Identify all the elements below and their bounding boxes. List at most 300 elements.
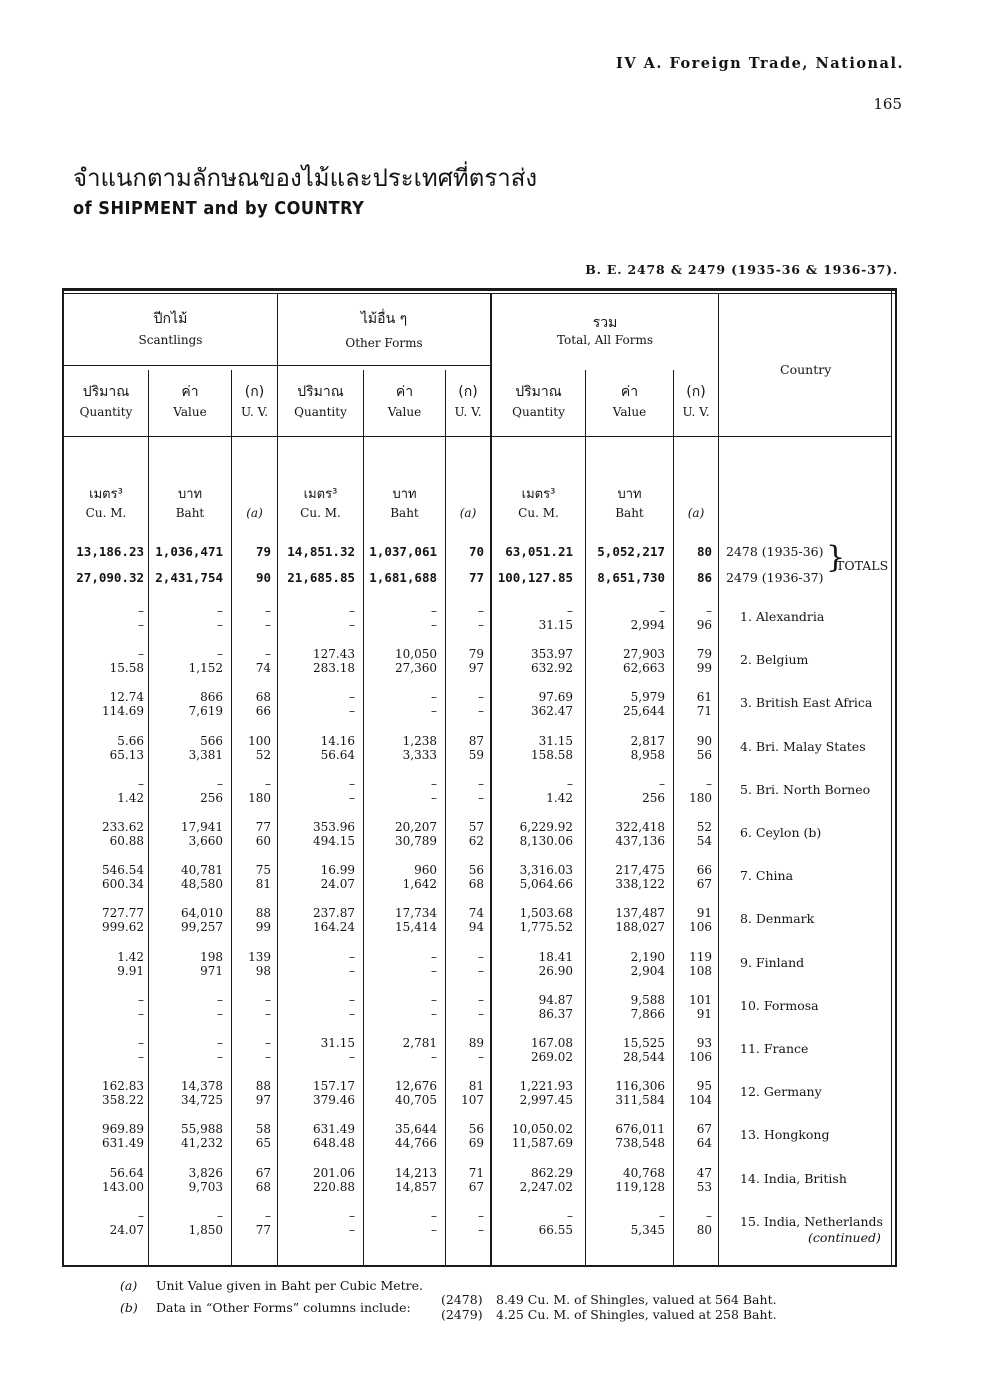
table-cell: 79 (468, 647, 484, 662)
table-cell: 2,904 (630, 963, 665, 978)
table-cell: 61 (696, 690, 712, 705)
table-cell: 96 (696, 618, 712, 632)
table-cell: 8,130.06 (519, 834, 573, 848)
table-cell: – (138, 992, 144, 1007)
table-cell: 188,027 (615, 920, 665, 935)
column-header-qty-thai: ปริมาณ (515, 384, 562, 400)
unit-label-val-thai: บาท (617, 487, 642, 502)
table-cell: 48,580 (181, 877, 223, 892)
table-cell: – (265, 992, 271, 1007)
table-cell: 40,768 (623, 1165, 665, 1180)
table-cell: – (478, 604, 484, 618)
table-cell: – (265, 776, 271, 791)
table-cell: – (478, 1050, 484, 1064)
table-cell: – (265, 618, 271, 632)
table-cell: 119,128 (615, 1179, 665, 1194)
table-cell: 198 (200, 949, 223, 964)
table-cell: 27,360 (395, 661, 437, 676)
table-cell: 971 (200, 963, 223, 978)
table-cell: 114.69 (102, 704, 144, 719)
unit-label-val: Baht (175, 506, 205, 520)
table-cell: – (265, 1208, 271, 1223)
table-cell: 738,548 (615, 1136, 665, 1151)
table-cell: 12,676 (395, 1079, 437, 1094)
table-cell: 1.42 (546, 790, 573, 805)
table-cell: 67 (696, 877, 712, 892)
table-cell: 16.99 (320, 863, 355, 878)
country-name: 7. China (740, 868, 794, 884)
group-total: Total, All Forms (556, 333, 654, 347)
table-cell: 56 (468, 863, 484, 878)
unit-label-qty-thai: เมตร³ (521, 487, 556, 502)
table-cell: 269.02 (531, 1050, 573, 1064)
unit-label-qty: Cu. M. (518, 506, 559, 520)
table-cell: – (431, 1006, 437, 1021)
table-cell: 233.62 (102, 820, 144, 834)
table-cell: 1,037,061 (369, 544, 437, 559)
table-cell: 1,775.52 (519, 920, 573, 935)
footnote-b-marker: (b) (120, 1300, 138, 1315)
brace: } (826, 540, 846, 575)
table-cell: 53 (696, 1179, 712, 1194)
table-cell: 379.46 (313, 1093, 355, 1108)
table-cell: 62 (468, 834, 484, 848)
table-cell: 866 (200, 690, 223, 705)
table-cell: 31.15 (538, 618, 573, 632)
footnote-b-year-2: (2479) (441, 1307, 483, 1322)
table-cell: 311,584 (615, 1093, 665, 1108)
table-cell: 14,213 (395, 1165, 437, 1180)
table-cell: – (349, 690, 355, 705)
column-header-uv-thai: (ก) (244, 384, 265, 400)
table-cell: – (138, 1050, 144, 1064)
table-cell: – (706, 604, 712, 618)
table-right-border (891, 288, 892, 1267)
table-cell: 1,503.68 (519, 906, 573, 921)
table-cell: 862.29 (531, 1165, 573, 1180)
table-cell: 1,152 (188, 661, 223, 676)
table-cell: 104 (689, 1093, 712, 1108)
table-cell: – (265, 1036, 271, 1050)
table-cell: 119 (689, 949, 712, 964)
table-cell: 127.43 (313, 647, 355, 662)
country-name: 2. Belgium (740, 652, 809, 668)
table-cell: – (217, 776, 223, 791)
table-cell: – (349, 776, 355, 791)
table-cell: 59 (468, 747, 484, 762)
table-cell: 55,988 (181, 1122, 223, 1137)
group-header-rule (64, 365, 277, 366)
table-cell: 969.89 (102, 1122, 144, 1137)
table-cell: 116,306 (615, 1079, 665, 1094)
table-cell: 676,011 (615, 1122, 665, 1137)
table-cell: 546.54 (102, 863, 144, 878)
table-cell: 66.55 (538, 1222, 573, 1237)
table-cell: 2,817 (630, 733, 665, 748)
table-cell: – (478, 790, 484, 805)
table-cell: 217,475 (615, 863, 665, 878)
table-cell: – (265, 1006, 271, 1021)
table-cell: 66 (255, 704, 271, 719)
table-cell: – (706, 776, 712, 791)
table-cell: 256 (642, 790, 665, 805)
table-cell: – (138, 1208, 144, 1223)
table-cell: 27,090.32 (76, 570, 144, 585)
totals-year: 2479 (1936-37) (726, 570, 824, 585)
table-cell: 180 (689, 790, 712, 805)
table-cell: 1,238 (402, 733, 437, 748)
country-name: 15. India, Netherlands (740, 1213, 883, 1229)
table-cell: 3,333 (402, 747, 437, 762)
table-cell: – (349, 704, 355, 719)
table-cell: 1.42 (117, 949, 144, 964)
table-cell: 256 (200, 790, 223, 805)
table-cell: – (706, 1208, 712, 1223)
table-cell: 30,789 (395, 834, 437, 848)
table-cell: 52 (255, 747, 271, 762)
table-cell: 31.15 (320, 1036, 355, 1050)
table-cell: 2,994 (630, 618, 665, 632)
column-header-rule (64, 436, 891, 437)
column-header-uv: U. V. (682, 405, 710, 419)
table-cell: 58 (255, 1122, 271, 1137)
country-name: 9. Finland (740, 954, 805, 970)
table-cell: 94.87 (538, 992, 573, 1007)
table-cell: – (478, 1006, 484, 1021)
table-cell: 88 (255, 906, 271, 921)
unit-label-qty-thai: เมตร³ (303, 487, 338, 502)
table-cell: 86.37 (538, 1006, 573, 1021)
table-top-rule-thin (62, 293, 897, 294)
column-header-val: Value (173, 405, 207, 419)
table-cell: 139 (248, 949, 271, 964)
table-cell: 12.74 (109, 690, 144, 705)
table-cell: 34,725 (181, 1093, 223, 1108)
table-cell: 28,544 (623, 1050, 665, 1064)
table-cell: 1,642 (402, 877, 437, 892)
table-cell: 3,316.03 (519, 863, 573, 878)
country-name: 12. Germany (740, 1084, 822, 1100)
table-top-rule (62, 288, 897, 291)
table-cell: – (431, 1222, 437, 1237)
column-header-qty: Quantity (512, 405, 565, 419)
table-cell: – (349, 604, 355, 618)
table-cell: – (217, 1208, 223, 1223)
table-cell: 220.88 (313, 1179, 355, 1194)
table-cell: – (567, 776, 573, 791)
table-cell: 632.92 (531, 661, 573, 676)
table-cell: 47 (696, 1165, 712, 1180)
table-cell: 10,050 (395, 647, 437, 662)
table-cell: 40,705 (395, 1093, 437, 1108)
table-cell: 2,781 (402, 1036, 437, 1050)
column-header-val: Value (387, 405, 422, 419)
table-cell: – (217, 1036, 223, 1050)
table-cell: 80 (696, 1222, 712, 1237)
table-cell: 15.58 (109, 661, 144, 676)
table-cell: – (478, 776, 484, 791)
continued-note: (continued) (808, 1230, 881, 1245)
table-cell: 106 (689, 920, 712, 935)
table-cell: – (265, 1050, 271, 1064)
table-cell: 87 (468, 733, 484, 748)
table-cell: 94 (468, 920, 484, 935)
unit-label-qty: Cu. M. (300, 506, 341, 520)
table-cell: 162.83 (102, 1079, 144, 1094)
table-cell: 5,052,217 (597, 544, 665, 559)
table-cell: – (431, 963, 437, 978)
table-cell: 99 (696, 661, 712, 676)
table-cell: – (478, 618, 484, 632)
table-cell: 999.62 (102, 920, 144, 935)
table-cell: – (478, 992, 484, 1007)
table-cell: 600.34 (102, 877, 144, 892)
table-cell: 77 (468, 570, 484, 585)
table-cell: 44,766 (395, 1136, 437, 1151)
country-name: 10. Formosa (740, 997, 819, 1013)
table-cell: 63,051.21 (505, 544, 573, 559)
table-cell: – (431, 776, 437, 791)
table-cell: 566 (200, 733, 223, 748)
unit-label: (a) (687, 506, 705, 520)
table-cell: – (431, 1050, 437, 1064)
table-cell: – (659, 1208, 665, 1223)
unit-label: (a) (459, 506, 477, 520)
column-header-val-thai: ค่า (395, 384, 414, 400)
table-cell: 79 (255, 544, 271, 559)
table-cell: – (431, 604, 437, 618)
table-cell: 2,247.02 (519, 1179, 573, 1194)
column-header-val: Value (612, 405, 647, 419)
table-cell: 9,588 (630, 992, 665, 1007)
table-cell: – (349, 992, 355, 1007)
table-cell: 13,186.23 (76, 544, 144, 559)
table-cell: 56 (468, 1122, 484, 1137)
table-cell: – (217, 1050, 223, 1064)
country-name: 14. India, British (740, 1170, 847, 1186)
table-cell: – (138, 618, 144, 632)
table-cell: 201.06 (313, 1165, 355, 1180)
table-cell: – (478, 690, 484, 705)
table-cell: 14.16 (320, 733, 355, 748)
table-cell: 14,378 (181, 1079, 223, 1094)
table-cell: 143.00 (102, 1179, 144, 1194)
table-cell: 26.90 (538, 963, 573, 978)
table-cell: 81 (255, 877, 271, 892)
column-header-val-thai: ค่า (181, 384, 199, 400)
table-cell: 68 (255, 1179, 271, 1194)
table-cell: – (478, 704, 484, 719)
country-name: 1. Alexandria (740, 609, 825, 624)
table-cell: – (567, 604, 573, 618)
table-cell: – (138, 776, 144, 791)
table-cell: 6,229.92 (519, 820, 573, 834)
table-cell: 56.64 (320, 747, 355, 762)
column-header-qty-thai: ปริมาณ (82, 384, 130, 400)
table-cell: 99 (255, 920, 271, 935)
period-heading: B. E. 2478 & 2479 (1935-36 & 1936-37). (585, 262, 898, 277)
table-cell: 54 (696, 834, 712, 848)
table-cell: 362.47 (531, 704, 573, 719)
table-cell: 353.96 (313, 820, 355, 834)
table-cell: 98 (255, 963, 271, 978)
table-cell: 67 (255, 1165, 271, 1180)
group-other-forms-thai: ไม้อื่น ๆ (360, 311, 408, 327)
table-cell: 338,122 (615, 877, 665, 892)
page-number: 165 (873, 95, 902, 113)
table-cell: – (217, 618, 223, 632)
table-cell: – (138, 647, 144, 662)
table-cell: – (349, 963, 355, 978)
table-cell: – (217, 647, 223, 662)
table-cell: – (431, 704, 437, 719)
table-cell: 727.77 (102, 906, 144, 921)
table-cell: 90 (696, 733, 712, 748)
column-header-qty: Quantity (79, 405, 133, 419)
country-divider (718, 294, 719, 1265)
table-cell: 1,850 (188, 1222, 223, 1237)
totals-label: TOTALS (836, 558, 889, 573)
table-cell: 1,221.93 (519, 1079, 573, 1094)
unit-label-qty-thai: เมตร³ (89, 487, 123, 502)
table-cell: 74 (255, 661, 271, 676)
table-cell: 25,644 (623, 704, 665, 719)
totals-year: 2478 (1935-36) (726, 544, 824, 559)
table-cell: – (431, 790, 437, 805)
country-name: 3. British East Africa (740, 695, 873, 711)
group-total-thai: รวม (592, 315, 618, 331)
table-cell: – (349, 618, 355, 632)
table-cell: 180 (248, 790, 271, 805)
table-cell: 77 (255, 1222, 271, 1237)
section-title: IV A. Foreign Trade, National. (616, 55, 904, 72)
table-cell: 40,781 (181, 863, 223, 878)
footnote-b-detail-1: 8.49 Cu. M. of Shingles, valued at 564 Baht. (496, 1292, 777, 1307)
table-cell: 7,866 (630, 1006, 665, 1021)
table-cell: – (431, 949, 437, 964)
column-header-uv-thai: (ก) (458, 384, 478, 400)
table-cell: – (217, 992, 223, 1007)
column-header-uv: U. V. (454, 405, 482, 419)
table-right-border-outer (895, 288, 897, 1267)
table-cell: 56.64 (109, 1165, 144, 1180)
table-cell: 8,958 (630, 747, 665, 762)
table-cell: – (138, 604, 144, 618)
table-cell: 93 (696, 1036, 712, 1050)
table-cell: 60 (255, 834, 271, 848)
country-name: 13. Hongkong (740, 1127, 830, 1143)
table-cell: 15,525 (623, 1036, 665, 1050)
country-name: 8. Denmark (740, 911, 815, 927)
table-cell: – (478, 949, 484, 964)
table-cell: 2,997.45 (519, 1093, 573, 1108)
table-cell: 31.15 (538, 733, 573, 748)
table-cell: 20,207 (395, 820, 437, 834)
table-cell: 158.58 (531, 747, 573, 762)
table-cell: 1,036,471 (155, 544, 223, 559)
table-cell: 74 (468, 906, 484, 921)
table-cell: 97.69 (538, 690, 573, 705)
footnote-b-year-1: (2478) (441, 1292, 483, 1307)
table-cell: – (478, 1208, 484, 1223)
column-header-uv: U. V. (240, 405, 269, 419)
table-cell: – (567, 1208, 573, 1223)
table-cell: 3,660 (188, 834, 223, 848)
country-name: 5. Bri. North Borneo (740, 781, 871, 797)
table-cell: – (349, 1050, 355, 1064)
column-header-qty-thai: ปริมาณ (297, 384, 344, 400)
table-cell: 24.07 (320, 877, 355, 892)
table-cell: 91 (696, 906, 712, 921)
table-cell: 24.07 (109, 1222, 144, 1237)
table-cell: 960 (414, 863, 437, 878)
table-cell: 97 (255, 1093, 271, 1108)
table-cell: 65.13 (109, 747, 144, 762)
table-cell: 3,826 (188, 1165, 223, 1180)
table-cell: 1,681,688 (369, 570, 437, 585)
group-other-forms: Other Forms (345, 336, 423, 350)
column-header-uv-thai: (ก) (686, 384, 706, 400)
unit-label-val: Baht (390, 506, 419, 520)
table-cell: 11,587.69 (511, 1136, 573, 1151)
table-cell: 67 (468, 1179, 484, 1194)
group-scantlings: Scantlings (138, 333, 203, 347)
table-cell: 88 (255, 1079, 271, 1094)
table-cell: 18.41 (538, 949, 573, 964)
country-name: 4. Bri. Malay States (740, 738, 866, 754)
group-header-rule (278, 365, 490, 366)
table-cell: 106 (689, 1050, 712, 1064)
footnote-a-marker: (a) (120, 1278, 138, 1293)
table-cell: 21,685.85 (287, 570, 355, 585)
table-cell: 631.49 (102, 1136, 144, 1151)
table-cell: 66 (696, 863, 712, 878)
table-cell: – (138, 1036, 144, 1050)
table-cell: 52 (696, 820, 712, 834)
table-cell: 137,487 (615, 906, 665, 921)
table-cell: 99,257 (181, 920, 223, 935)
table-cell: 15,414 (395, 920, 437, 935)
table-cell: – (217, 604, 223, 618)
unit-label-val: Baht (615, 506, 644, 520)
table-bottom-rule (62, 1265, 897, 1267)
table-cell: 164.24 (313, 920, 355, 935)
table-cell: – (349, 1222, 355, 1237)
table-cell: 80 (696, 544, 712, 559)
table-cell: 86 (696, 570, 712, 585)
table-cell: 107 (461, 1093, 484, 1108)
table-cell: 71 (468, 1165, 484, 1180)
table-cell: 27,903 (623, 647, 665, 662)
table-cell: 283.18 (313, 661, 355, 676)
footnote-b-detail-2: 4.25 Cu. M. of Shingles, valued at 258 Baht. (496, 1307, 777, 1322)
table-cell: 2,431,754 (155, 570, 223, 585)
table-cell: 95 (696, 1079, 712, 1094)
table-cell: – (659, 776, 665, 791)
table-cell: 67 (696, 1122, 712, 1137)
table-cell: 62,663 (623, 661, 665, 676)
unit-label: (a) (246, 506, 263, 520)
table-cell: 167.08 (531, 1036, 573, 1050)
table-cell: – (478, 1222, 484, 1237)
table-cell: – (349, 949, 355, 964)
table-cell: 1.42 (117, 790, 144, 805)
table-cell: – (138, 1006, 144, 1021)
footnote-b-text: Data in “Other Forms” columns include: (156, 1300, 411, 1315)
table-cell: 101 (689, 992, 712, 1007)
column-header-val-thai: ค่า (620, 384, 639, 400)
table-cell: 108 (689, 963, 712, 978)
